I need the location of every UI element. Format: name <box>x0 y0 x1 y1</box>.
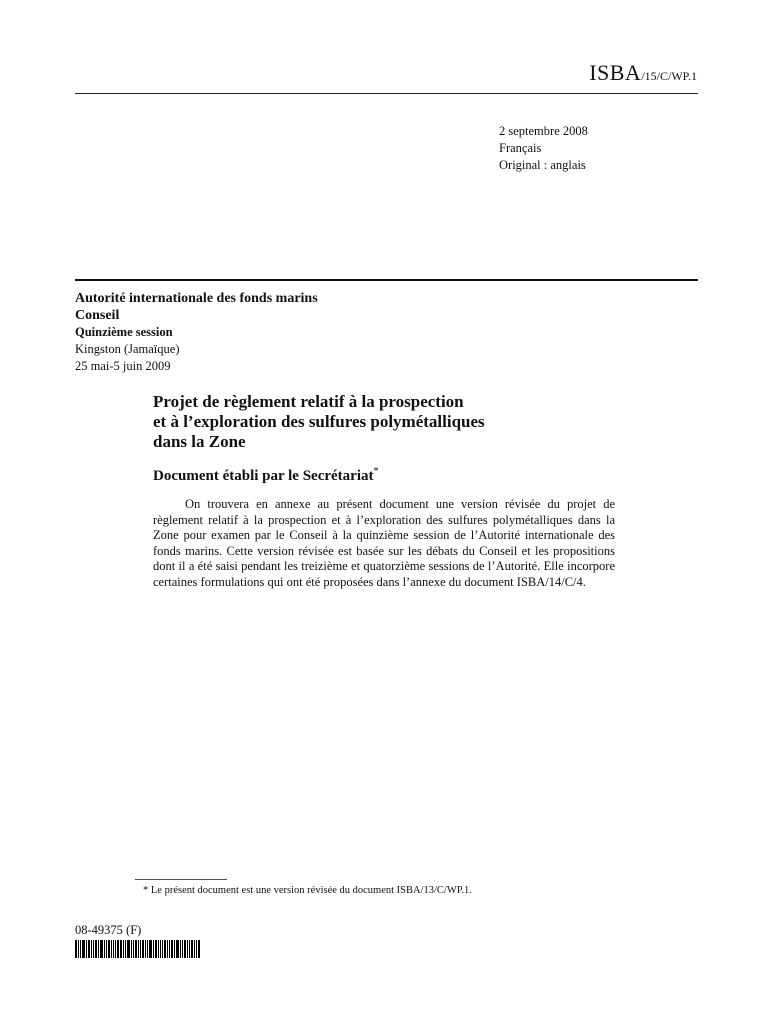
barcode-bar <box>182 940 183 958</box>
barcode-bar <box>78 940 79 958</box>
header-divider <box>75 93 698 94</box>
symbol-main: ISBA <box>589 60 642 85</box>
organization-block <box>75 290 318 375</box>
barcode-bar <box>155 940 157 958</box>
barcode-bar <box>174 940 175 958</box>
barcode-bar <box>100 940 103 958</box>
barcode-bar <box>162 940 163 958</box>
barcode-bar <box>80 940 81 958</box>
barcode-bar <box>153 940 154 958</box>
barcode-bar <box>82 940 85 958</box>
barcode-bar <box>111 940 112 958</box>
title-line-3: dans la Zone <box>153 432 246 451</box>
barcode-bar <box>147 940 148 958</box>
barcode-bar <box>191 940 193 958</box>
barcode-bar <box>113 940 114 958</box>
document-meta <box>499 123 588 174</box>
barcode-bar <box>104 940 105 958</box>
barcode-bar <box>131 940 132 958</box>
barcode-bar <box>171 940 173 958</box>
barcode-bar <box>164 940 166 958</box>
barcode-bar <box>176 940 179 958</box>
barcode-bar <box>86 940 87 958</box>
barcode-bar <box>120 940 122 958</box>
barcode-bar <box>108 940 110 958</box>
document-symbol <box>589 60 697 86</box>
symbol-suffix: /15/C/WP.1 <box>641 69 697 83</box>
barcode-bar <box>125 940 126 958</box>
barcode-bar <box>133 940 134 958</box>
barcode-bar <box>196 940 197 958</box>
barcode-bar <box>106 940 107 958</box>
document-date: 2 septembre 2008 <box>499 124 588 138</box>
subtitle-text: Document établi par le Secrétariat <box>153 468 374 484</box>
title-line-1: Projet de règlement relatif à la prospection <box>153 392 464 411</box>
organization-session: Quinzième session <box>75 325 173 339</box>
barcode-bar <box>127 940 130 958</box>
barcode-bar <box>194 940 195 958</box>
barcode-bar <box>145 940 146 958</box>
barcode-bar <box>88 940 90 958</box>
organization-name: Autorité internationale des fonds marins <box>75 291 318 306</box>
barcode-bar <box>180 940 181 958</box>
footnote: * Le présent document est une version révisée du document ISBA/13/C/WP.1. <box>143 885 472 896</box>
document-number: 08-49375 (F) <box>75 923 142 937</box>
title-line-2: et à l’exploration des sulfures polymétalliques <box>153 412 485 431</box>
barcode-bar <box>167 940 168 958</box>
barcode-bar <box>140 940 141 958</box>
barcode-bar <box>184 940 186 958</box>
barcode-bar <box>135 940 137 958</box>
barcode-bar <box>95 940 97 958</box>
barcode-bar <box>91 940 92 958</box>
organization-body: Conseil <box>75 308 120 323</box>
barcode-bar <box>198 940 200 958</box>
document-language: Français <box>499 141 542 155</box>
organization-location: Kingston (Jamaïque) <box>75 342 180 356</box>
barcode-bar <box>98 940 99 958</box>
barcode-bar <box>149 940 152 958</box>
barcode-bar <box>123 940 124 958</box>
barcode-bar <box>138 940 139 958</box>
footnote-marker: * <box>373 466 379 477</box>
document-subtitle <box>153 466 379 485</box>
barcode-bar <box>187 940 188 958</box>
footnote-divider <box>135 879 227 880</box>
barcode-bar <box>93 940 94 958</box>
organization-divider <box>75 279 698 281</box>
barcode-bar <box>117 940 119 958</box>
document-original: Original : anglais <box>499 158 586 172</box>
barcode-bar <box>189 940 190 958</box>
barcode-bar <box>75 940 77 958</box>
barcode-bar <box>158 940 159 958</box>
barcode-bar <box>169 940 170 958</box>
barcode <box>75 940 202 958</box>
barcode-bar <box>142 940 144 958</box>
barcode-bar <box>115 940 116 958</box>
document-body: On trouvera en annexe au présent document une version révisée du projet de règlement relatif à la prospection et à l’exploration des sulfures polymétalliques dans la Zone pour examen par le Conseil à la quinzième session de l’Autorité internationale des fonds marins. Cette version révisée est basée sur les débats du Conseil et les propositions dont il a été saisi pendant les treizième et quatorzième sessions de l’Autorité. Elle incorpore certaines formulations qui ont été proposées dans l’annexe du document ISBA/14/C/4. <box>153 497 615 589</box>
barcode-bar <box>160 940 161 958</box>
document-title <box>153 392 623 452</box>
organization-dates: 25 mai-5 juin 2009 <box>75 359 171 373</box>
